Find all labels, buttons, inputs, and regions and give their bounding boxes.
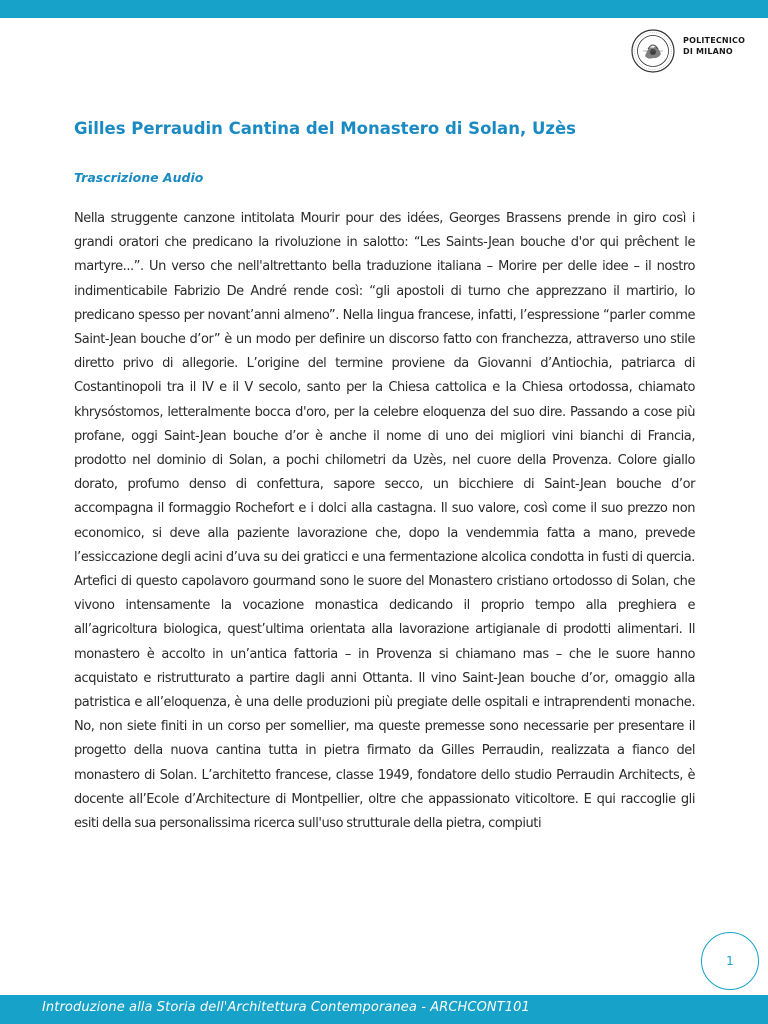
- logo-wordmark: [683, 35, 745, 57]
- logo-line-1: POLITECNICO: [683, 36, 746, 45]
- logo-line-2: DI MILANO: [683, 47, 733, 56]
- document-subtitle: Trascrizione Audio: [74, 170, 204, 185]
- page-number: 1: [726, 954, 734, 968]
- university-logo: [631, 29, 749, 75]
- document-title: Gilles Perraudin Cantina del Monastero di Solan, Uzès: [74, 119, 576, 138]
- page-number-badge: [701, 932, 759, 990]
- transcript-body: Nella struggente canzone intitolata Mourir pour des idées, Georges Brassens prende in giro così i grandi oratori che predicano la rivoluzione in salotto: “Les Saints-Jean bouche d'or qui prêchent le martyre...”. Un verso che nell'altrettanto bella traduzione italiana – Morire per delle idee – il nostro indimenticabile Fabrizio De André rende così: “gli apostoli di turno che apprezzano il martirio, lo predicano spesso per novant’anni almeno”. Nella lingua francese, infatti, l’espressione “parler comme Saint-Jean bouche d’or” è un modo per definire un discorso fatto con franchezza, attraverso uno stile diretto privo di allegorie. L’origine del termine proviene da Giovanni d’Antiochia, patriarca di Costantinopoli tra il IV e il V secolo, santo per la Chiesa cattolica e la Chiesa ortodossa, chiamato khrysóstomos, letteralmente bocca d'oro, per la celebre eloquenza del suo dire. Passando a cose più profane, oggi Saint-Jean bouche d’or è anche il nome di uno dei migliori vini bianchi di Francia, prodotto nel dominio di Solan, a pochi chilometri da Uzès, nel cuore della Provenza. Colore giallo dorato, profumo denso di confettura, sapore secco, un bicchiere di Saint-Jean bouche d’or accompagna il formaggio Rochefort e i dolci alla castagna. Il suo valore, così come il suo prezzo non economico, si deve alla paziente lavorazione che, dopo la vendemmia fatta a mano, prevede l’essiccazione degli acini d’uva su dei graticci e una fermentazione alcolica condotta in fusti di quercia. Artefici di questo capolavoro gourmand sono le suore del Monastero cristiano ortodosso di Solan, che vivono intensamente la vocazione monastica dedicando il proprio tempo alla preghiera e all’agricoltura biologica, quest’ultima orientata alla lavorazione artigianale di prodotti alimentari. Il monastero è accolto in un’antica fattoria – in Provenza si chiamano mas – che le suore hanno acquistato e ristrutturato a partire dagli anni Ottanta. Il vino Saint-Jean bouche d’or, omaggio alla patristica e all’eloquenza, è una delle produzioni più pregiate delle ospitali e intraprendenti monache. No, non siete finiti in un corso per somellier, ma queste premesse sono necessarie per presentare il progetto della nuova cantina tutta in pietra firmato da Gilles Perraudin, realizzata a fianco del monastero di Solan. L’architetto francese, classe 1949, fondatore dello studio Perraudin Architects, è docente all’Ecole d’Architecture di Montpellier, oltre che appassionato viticoltore. E qui raccoglie gli esiti della sua personalissima ricerca sull'uso strutturale della pietra, compiuti: [74, 211, 695, 832]
- politecnico-seal-icon: [631, 29, 675, 73]
- footer-course-title: Introduzione alla Storia dell'Architettura Contemporanea - ARCHCONT101: [42, 1000, 530, 1015]
- header-accent-bar: [0, 0, 768, 18]
